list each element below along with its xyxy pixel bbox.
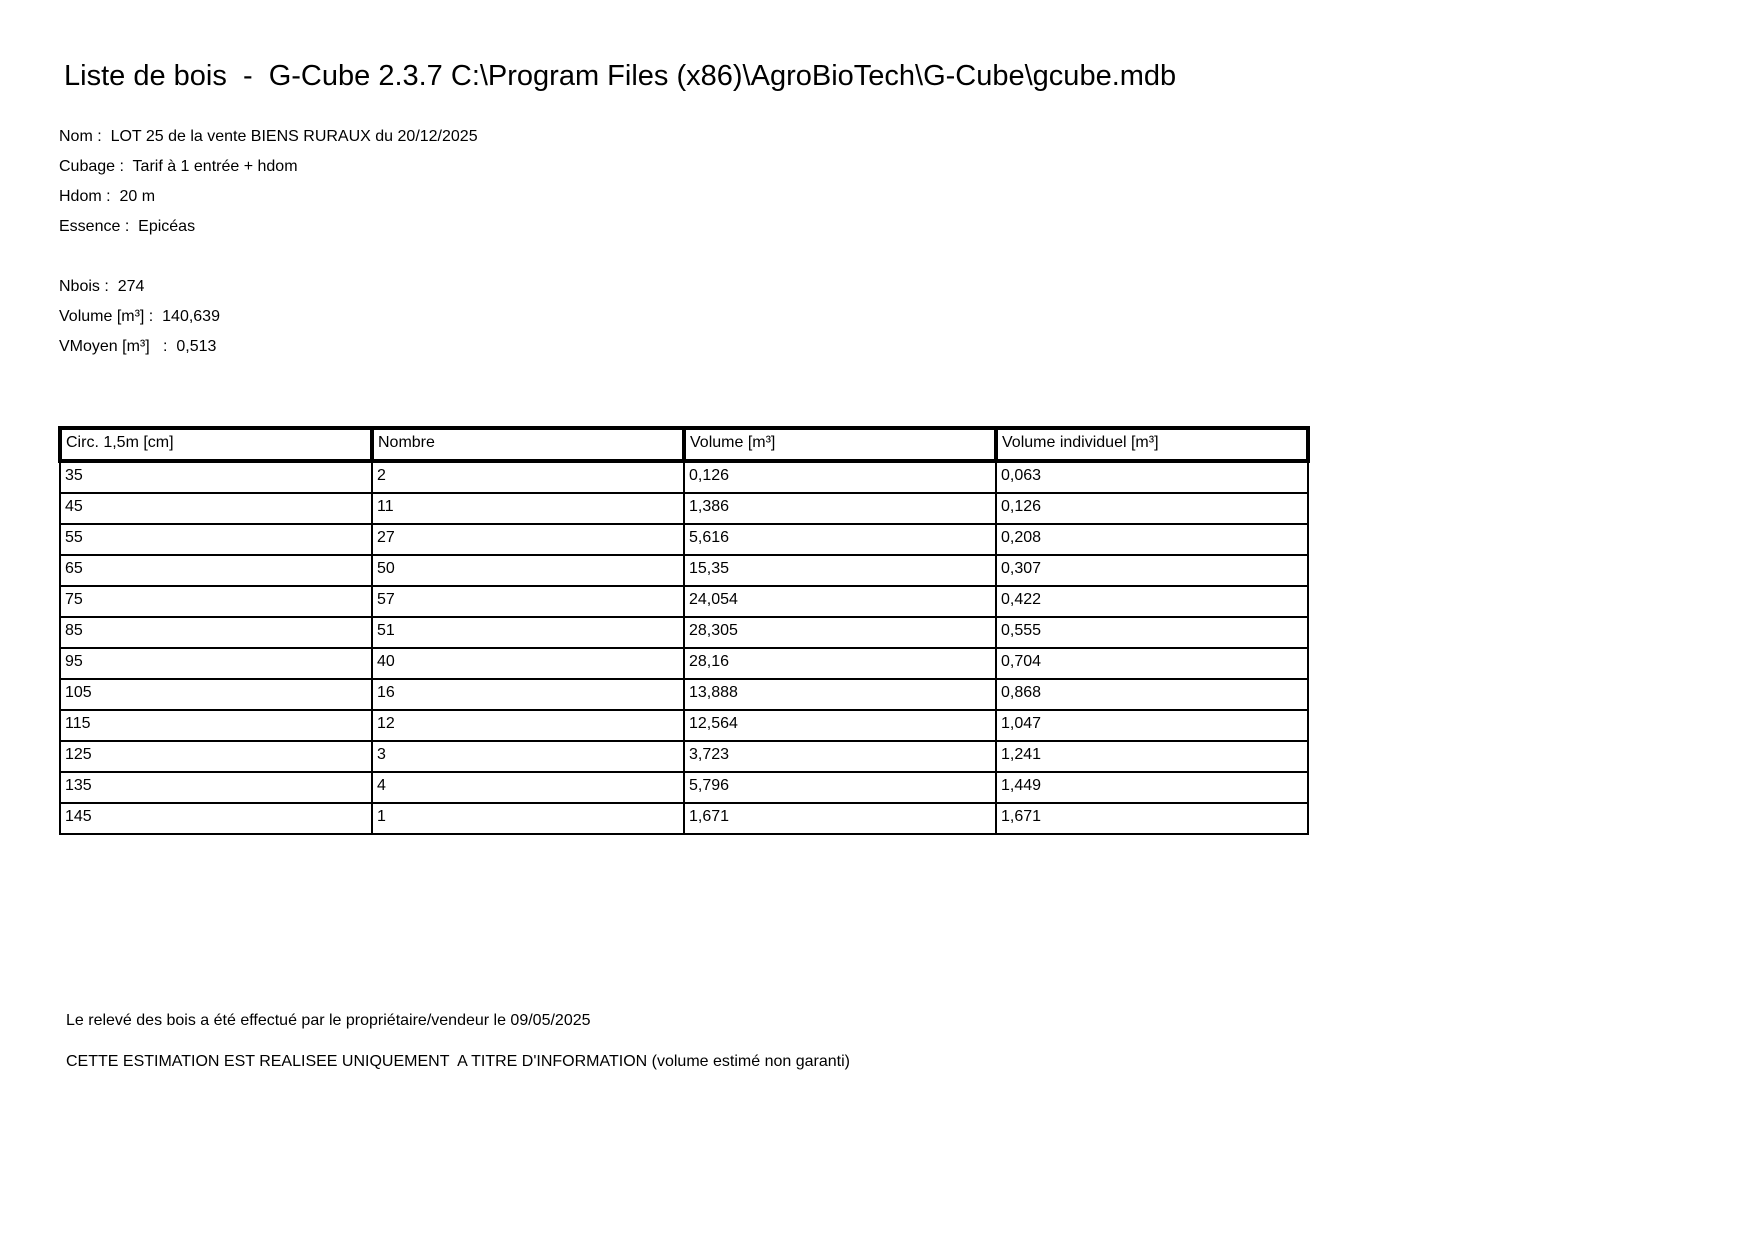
cubage-method: Cubage : Tarif à 1 entrée + hdom — [59, 158, 298, 175]
cell-nombre: 40 — [372, 648, 684, 679]
releve-note: Le relevé des bois a été effectué par le propriétaire/vendeur le 09/05/2025 — [66, 1012, 591, 1029]
cell-nombre: 11 — [372, 493, 684, 524]
cell-circ: 35 — [60, 461, 372, 493]
column-header-nombre: Nombre — [372, 428, 684, 461]
nbois-total: Nbois : 274 — [59, 278, 145, 295]
cell-nombre: 4 — [372, 772, 684, 803]
cell-circ: 75 — [60, 586, 372, 617]
cell-volume-individuel: 0,868 — [996, 679, 1308, 710]
table-row — [60, 461, 1308, 493]
cell-volume: 12,564 — [684, 710, 996, 741]
cell-nombre: 12 — [372, 710, 684, 741]
cell-nombre: 3 — [372, 741, 684, 772]
volume-total: Volume [m³] : 140,639 — [59, 308, 220, 325]
cell-volume: 0,126 — [684, 461, 996, 493]
cell-volume: 1,671 — [684, 803, 996, 834]
wood-table — [58, 426, 1310, 835]
cell-circ: 105 — [60, 679, 372, 710]
cell-nombre: 2 — [372, 461, 684, 493]
cell-nombre: 51 — [372, 617, 684, 648]
cell-nombre: 50 — [372, 555, 684, 586]
cell-nombre: 1 — [372, 803, 684, 834]
cell-circ: 115 — [60, 710, 372, 741]
cell-volume-individuel: 1,241 — [996, 741, 1308, 772]
cell-nombre: 57 — [372, 586, 684, 617]
cell-circ: 95 — [60, 648, 372, 679]
essence-value: Essence : Epicéas — [59, 218, 196, 235]
cell-circ: 125 — [60, 741, 372, 772]
table-header-row — [60, 428, 1308, 461]
cell-circ: 85 — [60, 617, 372, 648]
table-row — [60, 617, 1308, 648]
column-header-circ: Circ. 1,5m [cm] — [60, 428, 372, 461]
cell-volume: 3,723 — [684, 741, 996, 772]
table-row — [60, 648, 1308, 679]
table-row — [60, 772, 1308, 803]
cell-nombre: 27 — [372, 524, 684, 555]
table-row — [60, 741, 1308, 772]
cell-volume-individuel: 1,449 — [996, 772, 1308, 803]
table-row — [60, 803, 1308, 834]
table-row — [60, 679, 1308, 710]
disclaimer-note: CETTE ESTIMATION EST REALISEE UNIQUEMENT A TITRE D'INFORMATION (volume estimé non garanti) — [66, 1053, 850, 1070]
lot-name: Nom : LOT 25 de la vente BIENS RURAUX du 20/12/2025 — [59, 128, 478, 145]
cell-volume-individuel: 0,126 — [996, 493, 1308, 524]
cell-nombre: 16 — [372, 679, 684, 710]
cell-circ: 145 — [60, 803, 372, 834]
table-row — [60, 710, 1308, 741]
table-row — [60, 555, 1308, 586]
cell-circ: 135 — [60, 772, 372, 803]
cell-volume-individuel: 0,063 — [996, 461, 1308, 493]
table-row — [60, 586, 1308, 617]
table-row — [60, 524, 1308, 555]
cell-volume: 15,35 — [684, 555, 996, 586]
column-header-volume-individuel: Volume individuel [m³] — [996, 428, 1308, 461]
cell-volume-individuel: 1,047 — [996, 710, 1308, 741]
volume-moyen: VMoyen [m³] : 0,513 — [59, 338, 217, 355]
cell-circ: 65 — [60, 555, 372, 586]
cell-volume: 5,616 — [684, 524, 996, 555]
cell-circ: 55 — [60, 524, 372, 555]
cell-volume: 24,054 — [684, 586, 996, 617]
cell-volume-individuel: 0,704 — [996, 648, 1308, 679]
hdom-value: Hdom : 20 m — [59, 188, 156, 205]
cell-volume: 28,305 — [684, 617, 996, 648]
cell-circ: 45 — [60, 493, 372, 524]
cell-volume-individuel: 0,208 — [996, 524, 1308, 555]
cell-volume: 28,16 — [684, 648, 996, 679]
cell-volume: 13,888 — [684, 679, 996, 710]
cell-volume-individuel: 0,422 — [996, 586, 1308, 617]
cell-volume-individuel: 0,555 — [996, 617, 1308, 648]
column-header-volume: Volume [m³] — [684, 428, 996, 461]
cell-volume: 1,386 — [684, 493, 996, 524]
cell-volume-individuel: 1,671 — [996, 803, 1308, 834]
cell-volume-individuel: 0,307 — [996, 555, 1308, 586]
cell-volume: 5,796 — [684, 772, 996, 803]
page-title: Liste de bois - G-Cube 2.3.7 C:\Program Files (x86)\AgroBioTech\G-Cube\gcube.mdb — [64, 60, 1177, 92]
table-row — [60, 493, 1308, 524]
